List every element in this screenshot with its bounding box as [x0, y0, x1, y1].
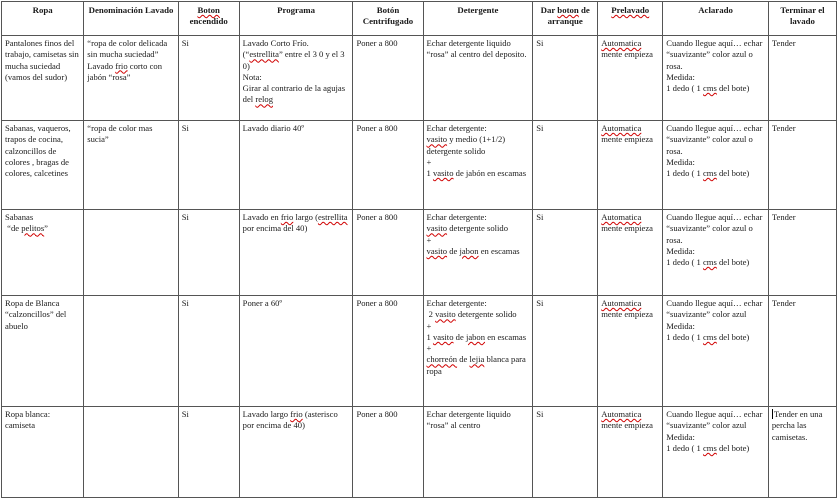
cell-boton: Si	[178, 36, 239, 121]
cell-aclarado: Cuando llegue aquí… echar “suavizante” color azul Medida: 1 dedo ( 1 cms del bote)	[663, 296, 769, 407]
cell-detergente: Echar detergente: vasito y medio (1+1/2) detergente solido + 1 vasito de jabón en escamas	[423, 121, 533, 210]
cell-ropa: Sabanas, vaqueros, trapos de cocina, calzoncillos de colores , bragas de colores, calcetines	[2, 121, 84, 210]
cell-aclarado: Cuando llegue aquí… echar “suavizante” color azul o rosa. Medida: 1 dedo ( 1 cms del bote)	[663, 210, 769, 296]
cell-prelavado: Automatica mente empieza	[598, 210, 663, 296]
cell-detergente: Echar detergente: vasito detergente solido + vasito de jabon en escamas	[423, 210, 533, 296]
header-boton-encendido: Boton encendido	[178, 2, 239, 36]
cell-boton: Si	[178, 296, 239, 407]
cell-ropa: Pantalones finos del trabajo, camisetas sin mucha suciedad (vamos del sudor)	[2, 36, 84, 121]
cell-arranque: Si	[533, 210, 598, 296]
header-aclarado: Aclarado	[663, 2, 769, 36]
header-denominacion: Denominación Lavado	[84, 2, 178, 36]
cell-detergente: Echar detergente liquido “rosa” al centro del deposito.	[423, 36, 533, 121]
table-row	[2, 407, 837, 498]
laundry-instructions-table	[1, 1, 837, 498]
cell-terminar: Tender	[768, 36, 836, 121]
cell-ropa: Ropa blanca: camiseta	[2, 407, 84, 498]
table-row	[2, 210, 837, 296]
cell-programa: Lavado Corto Frío. (“estrellita” entre el 3 0 y el 3 0) Nota: Girar al contrario de la agujas del relog	[239, 36, 353, 121]
cell-terminar: Tender	[768, 121, 836, 210]
cell-denominacion	[84, 407, 178, 498]
cell-programa: Lavado largo frio (asterisco por encima de 40)	[239, 407, 353, 498]
cell-ropa: Sabanas “de pelitos”	[2, 210, 84, 296]
cell-terminar[interactable]: Tender en una percha las camisetas.	[768, 407, 836, 498]
table-row	[2, 36, 837, 121]
header-terminar: Terminar el lavado	[768, 2, 836, 36]
cell-terminar: Tender	[768, 296, 836, 407]
cell-boton: Si	[178, 407, 239, 498]
cell-programa: Lavado en frio largo (estrellita por encima del 40)	[239, 210, 353, 296]
cell-denominacion	[84, 296, 178, 407]
cell-centrifugado: Poner a 800	[353, 121, 423, 210]
cell-centrifugado: Poner a 800	[353, 210, 423, 296]
cell-detergente: Echar detergente liquido “rosa” al centro	[423, 407, 533, 498]
header-prelavado: Prelavado	[598, 2, 663, 36]
cell-terminar: Tender	[768, 210, 836, 296]
header-row	[2, 2, 837, 36]
cell-denominacion: “ropa de color delicada sin mucha suciedad” Lavado frio corto con jabón “rosa”	[84, 36, 178, 121]
cell-boton: Si	[178, 210, 239, 296]
table-row	[2, 121, 837, 210]
cell-aclarado: Cuando llegue aquí… echar “suavizante” color azul Medida: 1 dedo ( 1 cms del bote)	[663, 407, 769, 498]
cell-denominacion: “ropa de color mas sucia”	[84, 121, 178, 210]
cell-aclarado: Cuando llegue aquí… echar “suavizante” color azul o rosa. Medida: 1 dedo ( 1 cms del bote)	[663, 36, 769, 121]
cell-prelavado: Automatica mente empieza	[598, 296, 663, 407]
table-row	[2, 296, 837, 407]
cell-programa: Poner a 60º	[239, 296, 353, 407]
cell-detergente: Echar detergente: 2 vasito detergente solido + 1 vasito de jabon en escamas + chorreón de lejia blanca para ropa	[423, 296, 533, 407]
cell-centrifugado: Poner a 800	[353, 407, 423, 498]
cell-prelavado: Automatica mente empieza	[598, 121, 663, 210]
cell-ropa: Ropa de Blanca “calzoncillos” del abuelo	[2, 296, 84, 407]
cell-arranque: Si	[533, 296, 598, 407]
header-detergente: Detergente	[423, 2, 533, 36]
header-centrifugado: Botón Centrifugado	[353, 2, 423, 36]
cell-centrifugado: Poner a 800	[353, 36, 423, 121]
cell-prelavado: Automatica mente empieza	[598, 36, 663, 121]
header-arranque: Dar boton de arranque	[533, 2, 598, 36]
cell-denominacion	[84, 210, 178, 296]
cell-boton: Si	[178, 121, 239, 210]
header-programa: Programa	[239, 2, 353, 36]
cell-arranque: Si	[533, 36, 598, 121]
cell-centrifugado: Poner a 800	[353, 296, 423, 407]
cell-arranque: Si	[533, 407, 598, 498]
cell-prelavado: Automatica mente empieza	[598, 407, 663, 498]
cell-aclarado: Cuando llegue aquí… echar “suavizante” color azul o rosa. Medida: 1 dedo ( 1 cms del bote)	[663, 121, 769, 210]
header-ropa: Ropa	[2, 2, 84, 36]
cell-arranque: Si	[533, 121, 598, 210]
cell-programa: Lavado diario 40º	[239, 121, 353, 210]
